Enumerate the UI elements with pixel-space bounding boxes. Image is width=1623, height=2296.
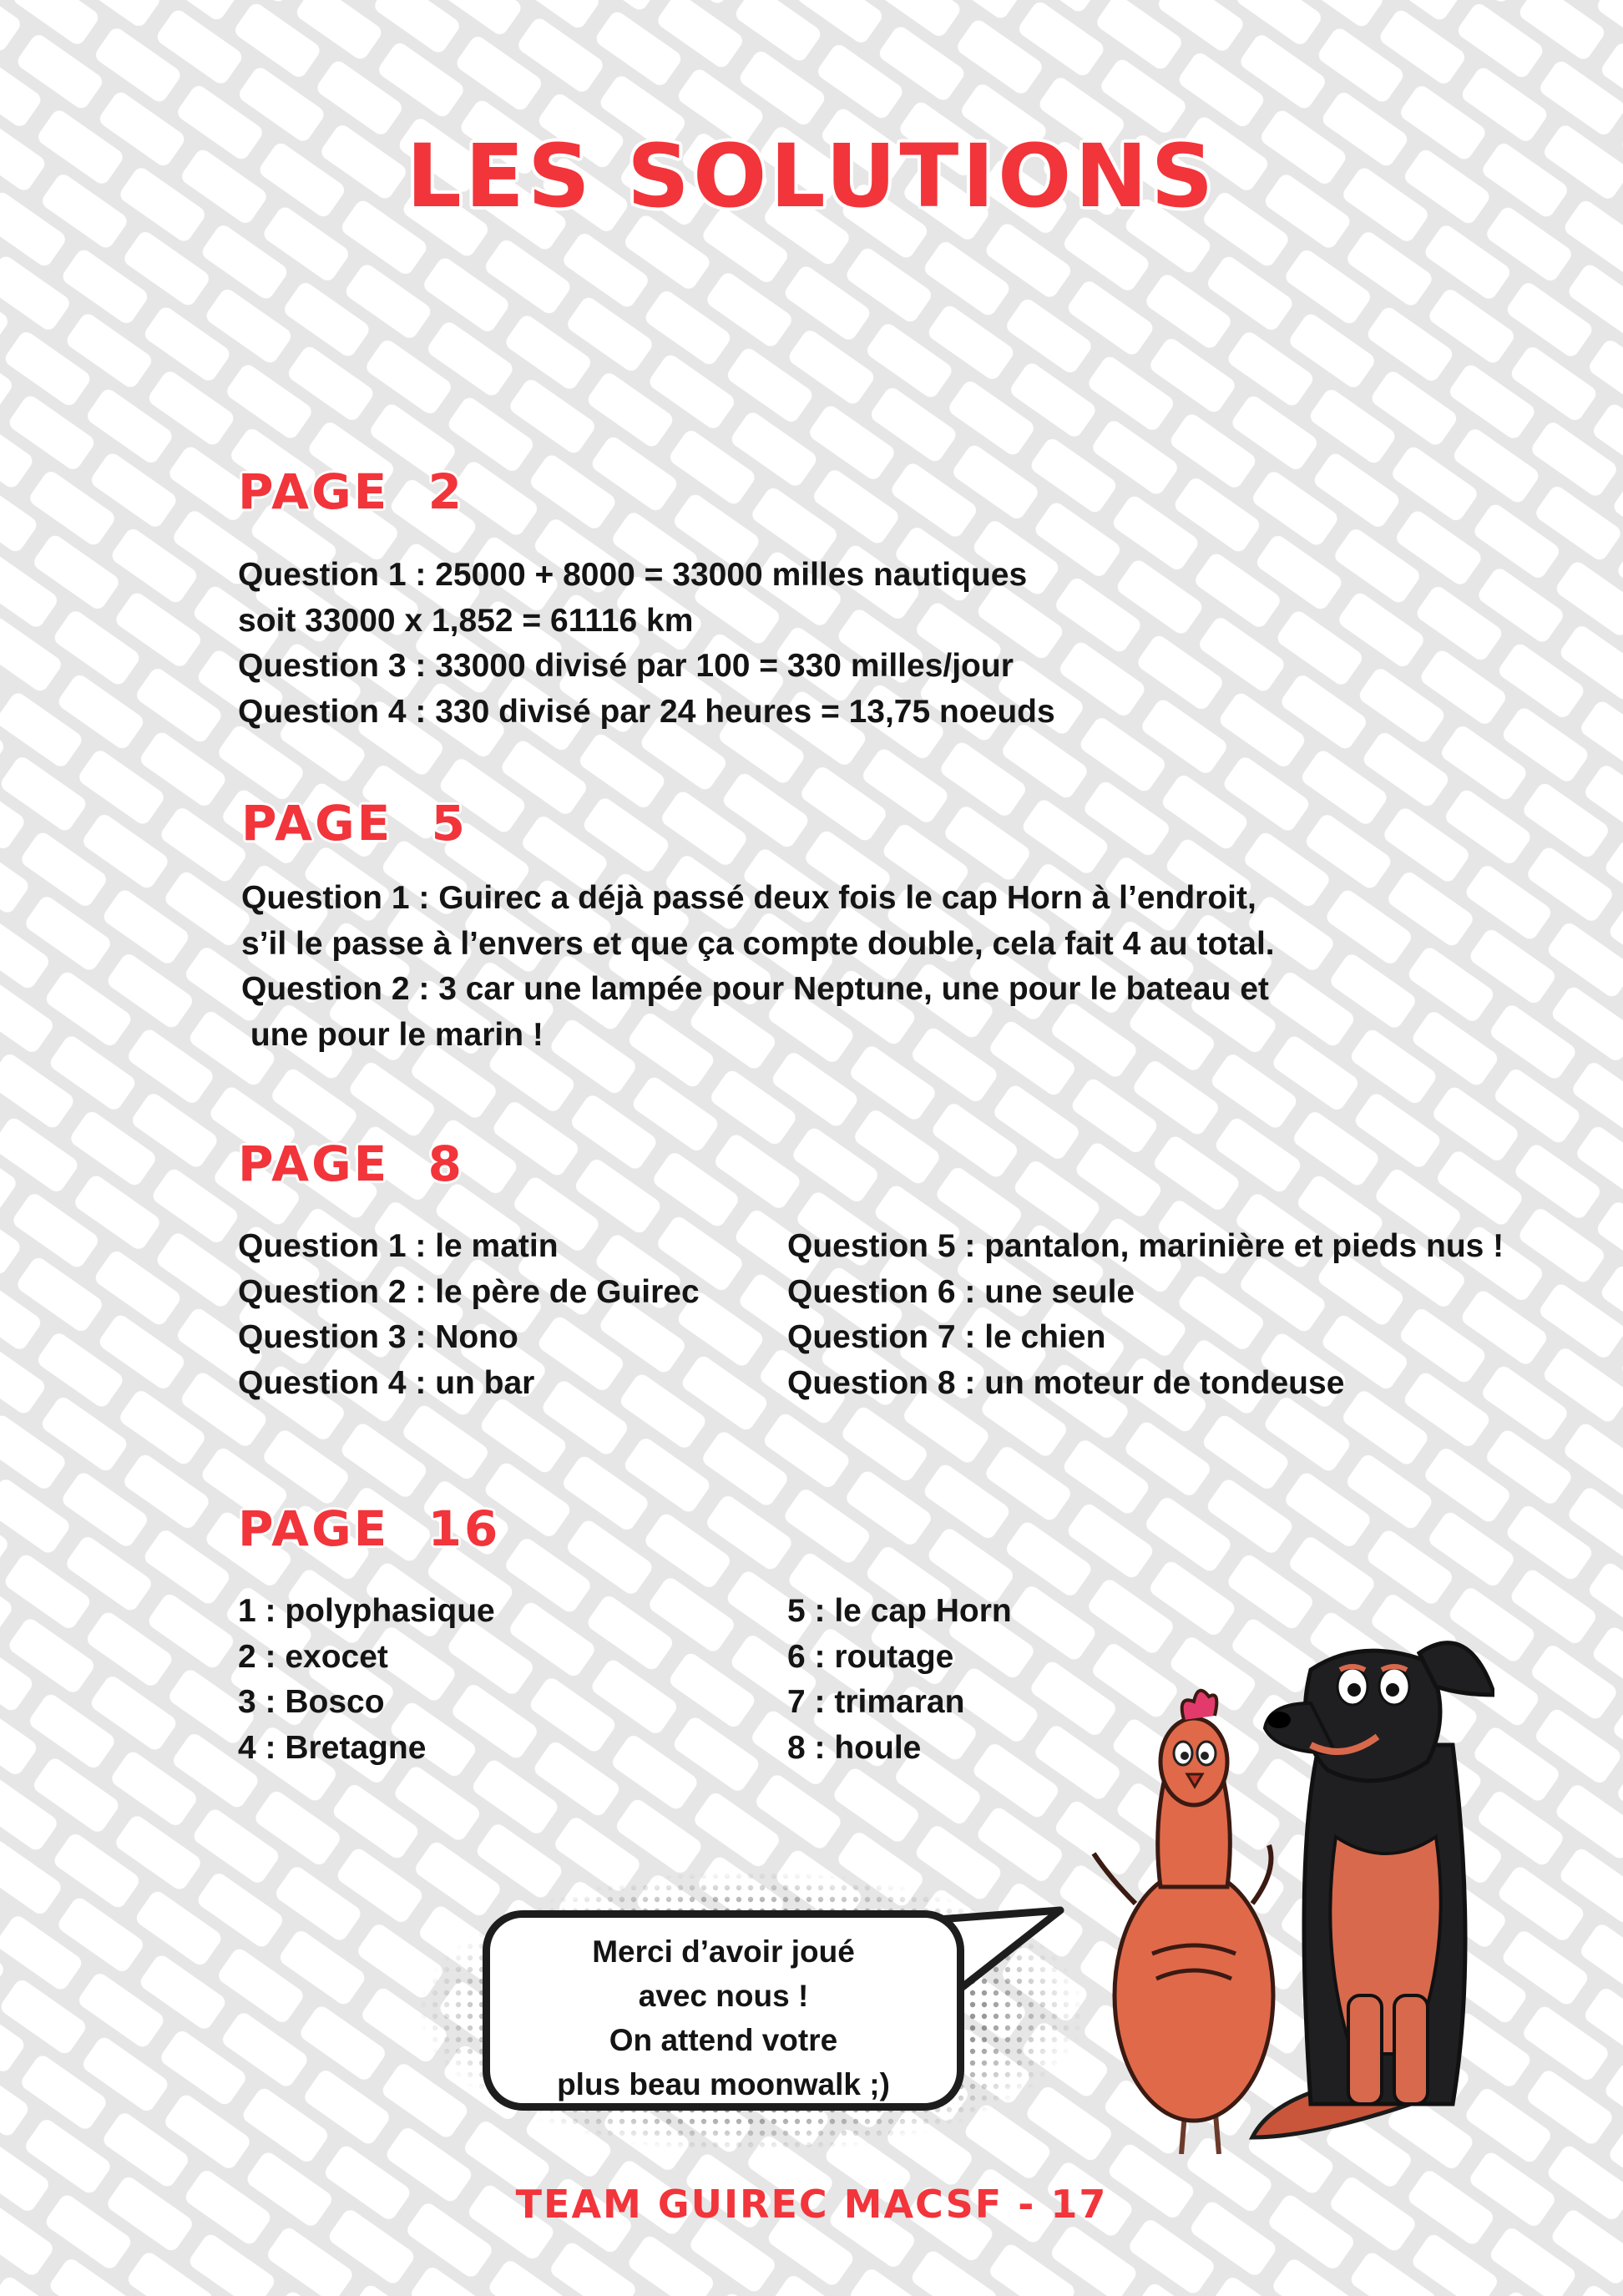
bubble-line: plus beau moonwalk ;) xyxy=(557,2067,890,2101)
section-heading-page-8: PAGE 8 xyxy=(238,1135,465,1192)
answer-line: Question 7 : le chien xyxy=(787,1319,1106,1355)
answer-line: Question 2 : 3 car une lampée pour Neptune, une pour le bateau et xyxy=(241,971,1269,1007)
answer-line: 4 : Bretagne xyxy=(238,1729,427,1766)
answer-line: Question 4 : un bar xyxy=(238,1364,535,1401)
footer-page-number: TEAM GUIREC MACSF - 17 xyxy=(515,2182,1108,2227)
answer-line: 7 : trimaran xyxy=(787,1684,965,1720)
answer-line: Question 1 : 25000 + 8000 = 33000 milles nautiques xyxy=(238,557,1028,593)
section-page-8-right xyxy=(787,1224,1504,1406)
answer-line: 5 : le cap Horn xyxy=(787,1593,1012,1629)
chicken-illustration xyxy=(1094,1691,1273,2154)
answer-line: 1 : polyphasique xyxy=(238,1593,495,1629)
bubble-line: Merci d’avoir joué xyxy=(592,1934,855,1969)
answer-line: une pour le marin ! xyxy=(241,1016,544,1053)
section-page-5-answers xyxy=(241,876,1275,1058)
section-page-2-answers xyxy=(238,553,1055,735)
answer-line: Question 1 : Guirec a déjà passé deux fois le cap Horn à l’endroit, xyxy=(241,880,1256,916)
section-page-16-right xyxy=(787,1589,1012,1771)
section-page-16-left xyxy=(238,1589,495,1771)
section-heading-page-5: PAGE 5 xyxy=(241,795,468,852)
section-heading-page-16: PAGE 16 xyxy=(238,1500,501,1557)
answer-line: 6 : routage xyxy=(787,1638,954,1675)
answer-line: s’il le passe à l’envers et que ça compte double, cela fait 4 au total. xyxy=(241,925,1275,962)
mascot-illustration xyxy=(1060,1603,1494,2154)
dog-illustration xyxy=(1252,1643,1494,2137)
answer-line: Question 1 : le matin xyxy=(238,1228,559,1264)
speech-bubble xyxy=(483,1910,964,2111)
bubble-line: On attend votre xyxy=(609,2023,838,2057)
answer-line: 2 : exocet xyxy=(238,1638,388,1675)
answer-line: Question 3 : Nono xyxy=(238,1319,518,1355)
bubble-line: avec nous ! xyxy=(638,1979,809,2013)
section-heading-page-2: PAGE 2 xyxy=(238,463,465,520)
answer-line: Question 8 : un moteur de tondeuse xyxy=(787,1364,1345,1401)
answer-line: Question 3 : 33000 divisé par 100 = 330 milles/jour xyxy=(238,648,1014,684)
answer-line: 8 : houle xyxy=(787,1729,922,1766)
section-page-8-left xyxy=(238,1224,700,1406)
answer-line: soit 33000 x 1,852 = 61116 km xyxy=(238,602,694,639)
page-title: LES SOLUTIONS xyxy=(406,125,1217,227)
answer-line: 3 : Bosco xyxy=(238,1684,385,1720)
answer-line: Question 6 : une seule xyxy=(787,1273,1135,1310)
answer-line: Question 5 : pantalon, marinière et pieds nus ! xyxy=(787,1228,1504,1264)
answer-line: Question 4 : 330 divisé par 24 heures = 13,75 noeuds xyxy=(238,693,1055,730)
answer-line: Question 2 : le père de Guirec xyxy=(238,1273,700,1310)
